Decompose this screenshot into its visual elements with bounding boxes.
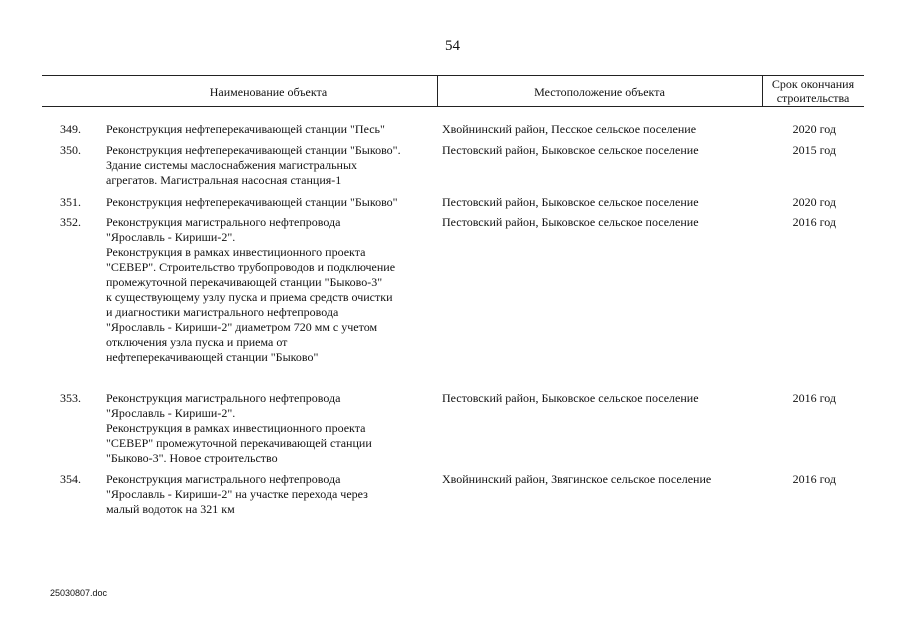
- header-name: Наименование объекта: [209, 85, 328, 99]
- row-object-name: Реконструкция нефтеперекачивающей станции "Песь": [106, 122, 385, 136]
- row-term: 2016 год: [792, 215, 836, 229]
- row-number: 350.: [60, 143, 81, 157]
- header-term: Срок окончания строительства: [771, 77, 855, 105]
- row-object-name: Реконструкция нефтеперекачивающей станции "Быково". Здание системы маслоснабжения магистральных агрегатов. Магистральная насосная станция-1: [106, 143, 401, 187]
- row-number: 351.: [60, 195, 81, 209]
- page-number: 54: [445, 38, 460, 54]
- row-location: Хвойнинский район, Песское сельское поселение: [442, 122, 697, 136]
- row-term: 2016 год: [792, 391, 836, 405]
- row-location: Пестовский район, Быковское сельское поселение: [442, 143, 699, 157]
- row-term: 2020 год: [792, 195, 836, 209]
- header-location: Местоположение объекта: [534, 85, 665, 99]
- row-object-name: Реконструкция магистрального нефтепровода "Ярославль - Кириши-2". Реконструкция в рамках инвестиционного проекта "СЕВЕР". Строительство трубопроводов и подключение промежуточной перекачивающей станции "Быково-3" к существующему узлу пуска и приема средств очистки и диагностики магистрального нефтепровода "Ярославль - Кириши-2" диаметром 720 мм с учетом отключения узла пуска и приема от нефтеперекачивающей станции "Быково": [106, 215, 396, 364]
- row-term: 2020 год: [792, 122, 836, 136]
- row-location: Пестовский район, Быковское сельское поселение: [442, 195, 699, 209]
- row-object-name: Реконструкция магистрального нефтепровода "Ярославль - Кириши-2". Реконструкция в рамках инвестиционного проекта "СЕВЕР" промежуточной перекачивающей станции "Быково-3". Новое строительство: [106, 391, 372, 465]
- row-location: Пестовский район, Быковское сельское поселение: [442, 215, 699, 229]
- row-location: Пестовский район, Быковское сельское поселение: [442, 391, 699, 405]
- row-number: 354.: [60, 472, 81, 486]
- row-number: 349.: [60, 122, 81, 136]
- row-object-name: Реконструкция нефтеперекачивающей станции "Быково": [106, 195, 398, 209]
- row-term: 2015 год: [792, 143, 836, 157]
- row-term: 2016 год: [792, 472, 836, 486]
- row-object-name: Реконструкция магистрального нефтепровода "Ярославль - Кириши-2" на участке перехода через малый водоток на 321 км: [106, 472, 368, 516]
- document-code: 25030807.doc: [50, 588, 108, 598]
- row-number: 352.: [60, 215, 81, 229]
- row-location: Хвойнинский район, Звягинское сельское поселение: [442, 472, 712, 486]
- row-number: 353.: [60, 391, 81, 405]
